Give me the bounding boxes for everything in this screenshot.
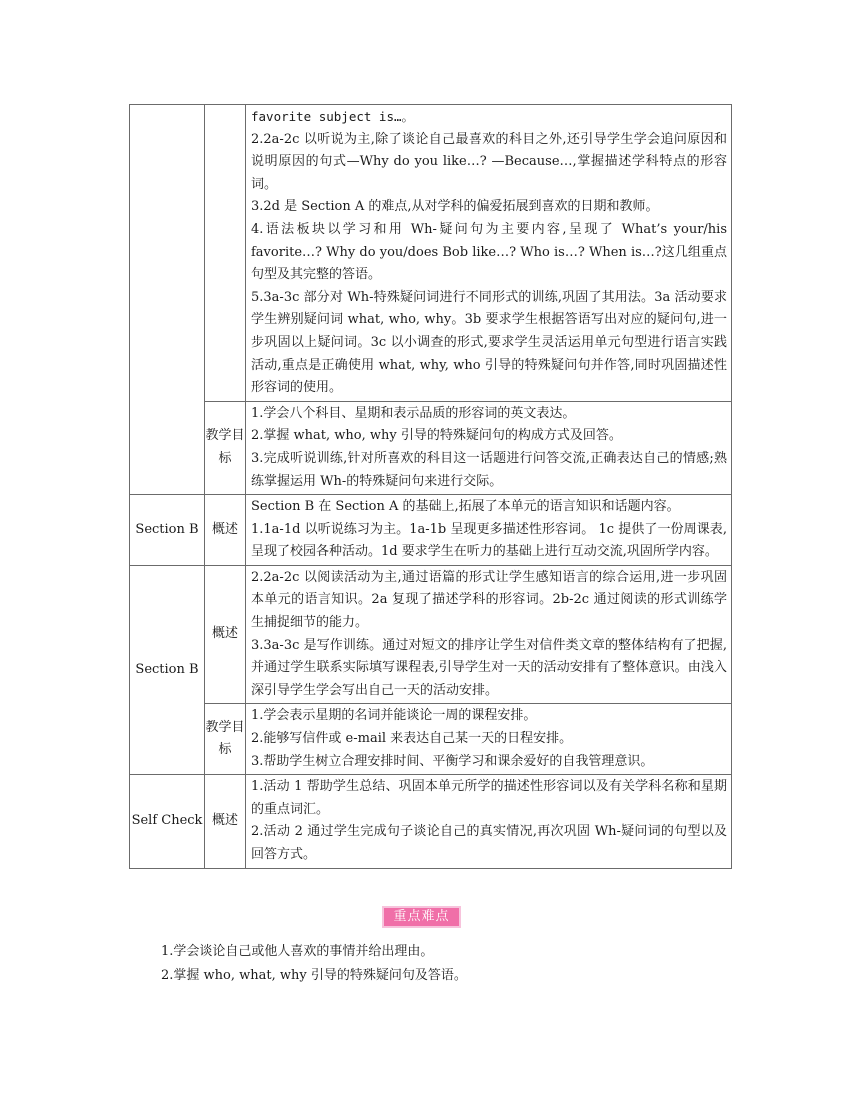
row-section-b-overview-1 bbox=[130, 495, 732, 566]
goal-item: 3.帮助学生树立合理安排时间、平衡学习和课余爱好的自我管理意识。 bbox=[251, 753, 654, 769]
row-section-a-goals bbox=[130, 401, 732, 494]
content-paragraph: favorite subject is…。 bbox=[251, 109, 415, 124]
content-paragraph: 1.1a-1d 以听说练习为主。1a-1b 呈现更多描述性形容词。 1c 提供了一份周课表,呈现了校园各种活动。1d 要求学生在听力的基础上进行互动交流,巩固所学内容。 bbox=[251, 521, 727, 560]
content-paragraph: 2.活动 2 通过学生完成句子谈论自己的真实情况,再次巩固 Wh-疑问词的句型以及回答方式。 bbox=[251, 824, 727, 862]
section-label: Section B bbox=[130, 495, 205, 566]
goal-item: 1.学会表示星期的名词并能谈论一周的课程安排。 bbox=[251, 708, 537, 724]
section-label: Self Check bbox=[130, 775, 205, 868]
section-label: Section B bbox=[130, 565, 205, 774]
overview-label: 概述 bbox=[205, 495, 246, 566]
content-paragraph: 2.2a-2c 以听说为主,除了谈论自己最喜欢的科目之外,还引导学生学会追问原因和说明原因的句式—Why do you like…? —Because…,掌握描述学科特点的形容词。 bbox=[251, 131, 727, 192]
key-points-list bbox=[161, 940, 467, 988]
goals-label: 教学目标 bbox=[205, 401, 246, 494]
content-paragraph: 4.语法板块以学习和用 Wh-疑问句为主要内容,呈现了 What’s your/his favorite…? Why do you/does Bob like…? Who is…? When is…?这几组重点句型及其完整的答语。 bbox=[251, 221, 727, 283]
self-check-content bbox=[246, 775, 732, 868]
lesson-plan-table bbox=[129, 104, 732, 869]
content-paragraph: 1.活动 1 帮助学生总结、巩固本单元所学的描述性形容词以及有关学科名称和星期的重点词汇。 bbox=[251, 779, 727, 817]
goal-item: 1.学会八个科目、星期和表示品质的形容词的英文表达。 bbox=[251, 405, 576, 421]
key-point-item: 1.学会谈论自己或他人喜欢的事情并给出理由。 bbox=[161, 944, 434, 959]
content-paragraph: 2.2a-2c 以阅读活动为主,通过语篇的形式让学生感知语言的综合运用,进一步巩固本单元的语言知识。2a 复现了描述学科的形容词。2b-2c 通过阅读的形式训练学生捕捉细节的能力。 bbox=[251, 569, 727, 631]
section-b-overview-content bbox=[246, 495, 732, 566]
section-b-overview-content bbox=[246, 565, 732, 704]
overview-label: 概述 bbox=[205, 565, 246, 704]
goals-label: 教学目标 bbox=[205, 704, 246, 775]
key-points-badge: 重点难点 bbox=[382, 906, 461, 928]
goal-item: 3.完成听说训练,针对所喜欢的科目这一话题进行问答交流,正确表达自己的情感;熟练掌握运用 Wh-的特殊疑问句来进行交际。 bbox=[251, 450, 727, 489]
section-a-label-cell bbox=[130, 105, 205, 495]
content-paragraph: 3.3a-3c 是写作训练。通过对短文的排序让学生对信件类文章的整体结构有了把握,并通过学生联系实际填写课程表,引导学生对一天的活动安排有了整体意识。由浅入深引导学生学会写出自己一天的活动安排。 bbox=[251, 637, 727, 698]
section-a-overview-content bbox=[246, 105, 732, 402]
goal-item: 2.掌握 what, who, why 引导的特殊疑问句的构成方式及回答。 bbox=[251, 428, 622, 444]
content-paragraph: 5.3a-3c 部分对 Wh-特殊疑问词进行不同形式的训练,巩固了其用法。3a 活动要求学生辨别疑问词 what, who, why。3b 要求学生根据答语写出对应的疑问句,进一步巩固以上疑问词。3c 以小调查的形式,要求学生灵活运用单元句型进行语言实践活动,重点是正确使用 what, why, who 引导的特殊疑问句并作答,同时巩固描述性形容词的使用。 bbox=[251, 289, 727, 396]
row-self-check bbox=[130, 775, 732, 868]
row-section-b-goals bbox=[130, 704, 732, 775]
section-b-goals-content bbox=[246, 704, 732, 775]
section-a-goals-content bbox=[246, 401, 732, 494]
row-section-a-overview bbox=[130, 105, 732, 402]
overview-label: 概述 bbox=[205, 775, 246, 868]
content-paragraph: 3.2d 是 Section A 的难点,从对学科的偏爱拓展到喜欢的日期和教师。 bbox=[251, 199, 659, 215]
content-paragraph: Section B 在 Section A 的基础上,拓展了本单元的语言知识和话题内容。 bbox=[251, 499, 680, 515]
goal-item: 2.能够写信件或 e-mail 来表达自己某一天的日程安排。 bbox=[251, 731, 573, 747]
row-section-b-overview-2 bbox=[130, 565, 732, 704]
key-point-item: 2.掌握 who, what, why 引导的特殊疑问句及答语。 bbox=[161, 968, 467, 983]
section-a-overview-label-cell bbox=[205, 105, 246, 402]
